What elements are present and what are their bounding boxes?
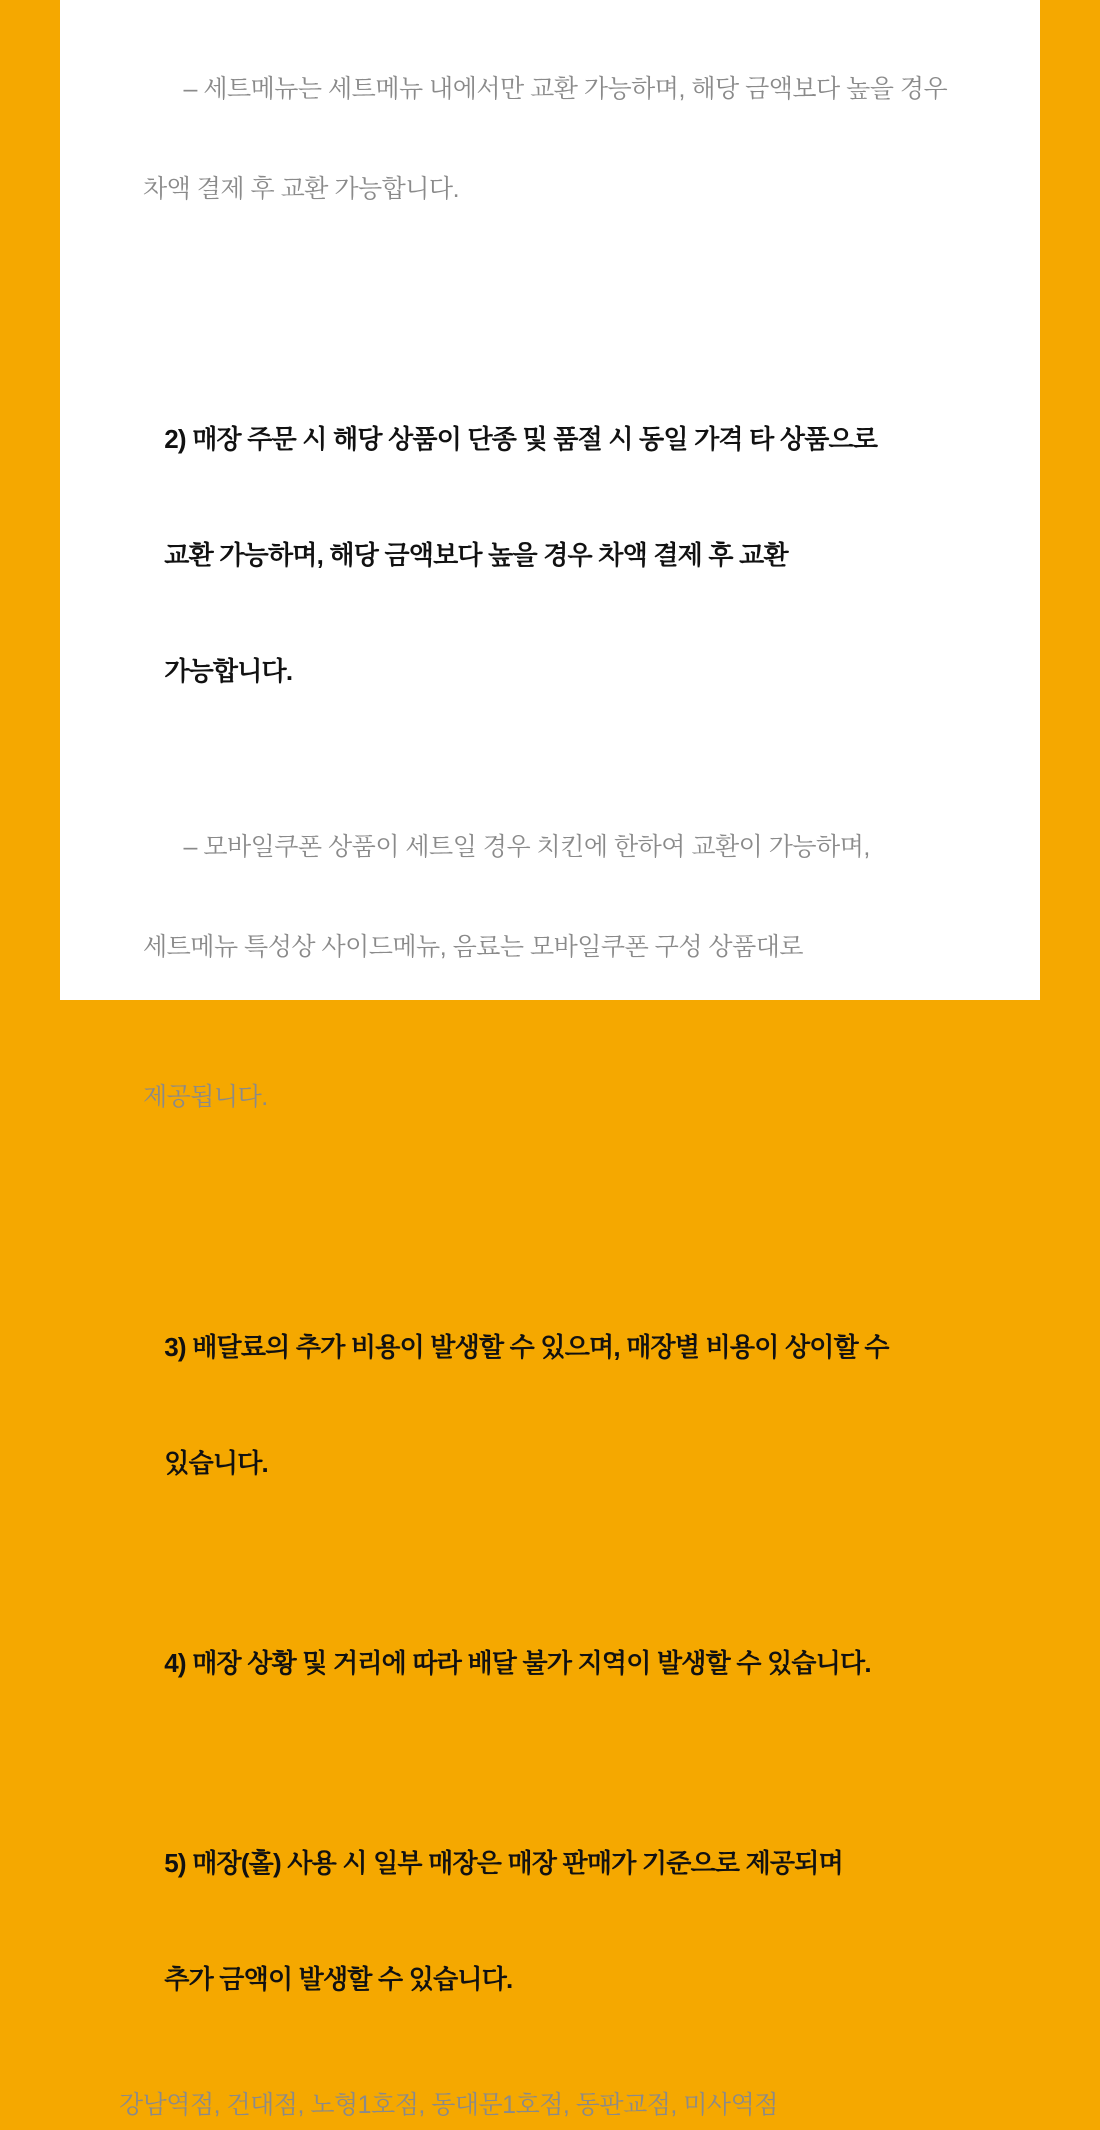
document-sheet (60, 0, 1040, 2119)
notice-bullet-2-line-1: – 모바일쿠폰 상품이 세트일 경우 치킨에 한하여 교환이 가능하며, (183, 833, 870, 861)
spacer (100, 1750, 1000, 1776)
notice-heading-4 (100, 1576, 1000, 1750)
notice-heading-2-line-2: 교환 가능하며, 해당 금액보다 높을 경우 차액 결제 후 교환 (164, 540, 788, 570)
notice-heading-3-line-1: 3) 배달료의 추가 비용이 발생할 수 있으며, 매장별 비용이 상이할 수 (164, 1332, 889, 1362)
spacer (100, 2066, 1000, 2080)
notice-bullet-2 (100, 772, 1000, 1222)
notice-bullet-2-line-3: 제공됩니다. (143, 1083, 268, 1111)
notice-heading-2-line-3: 가능합니다. (164, 656, 293, 686)
notice-bullet-2-line-2: 세트메뉴 특성상 사이드메뉴, 음료는 모바일쿠폰 구성 상품대로 (143, 933, 804, 961)
spacer (100, 1550, 1000, 1576)
notice-heading-3-line-2: 있습니다. (164, 1448, 268, 1478)
notice-heading-3 (100, 1260, 1000, 1550)
notice-heading-5-line-2: 추가 금액이 발생할 수 있습니다. (164, 1964, 513, 1994)
notice-heading-5-line-1: 5) 매장(홀) 사용 시 일부 매장은 매장 판매가 기준으로 제공되며 (164, 1848, 843, 1878)
document-content (100, 14, 1000, 2130)
spacer (100, 758, 1000, 772)
notice-heading-2 (100, 352, 1000, 758)
notice-bullet-1-line-1: – 세트메뉴는 세트메뉴 내에서만 교환 가능하며, 해당 금액보다 높을 경우 (183, 75, 948, 103)
notice-heading-5 (100, 1776, 1000, 2066)
notice-heading-2-line-1: 2) 매장 주문 시 해당 상품이 단종 및 품절 시 동일 가격 타 상품으로 (164, 424, 878, 454)
spacer (100, 1222, 1000, 1260)
notice-bullet-1-line-2: 차액 결제 후 교환 가능합니다. (143, 175, 460, 203)
notice-bullet-1 (100, 14, 1000, 314)
spacer (100, 314, 1000, 352)
store-list-line-1: 강남역점, 건대점, 노형1호점, 동대문1호점, 동판교점, 미사역점 (119, 2091, 778, 2119)
store-list (100, 2080, 1000, 2130)
notice-heading-4-line-1: 4) 매장 상황 및 거리에 따라 배달 불가 지역이 발생할 수 있습니다. (164, 1648, 871, 1678)
